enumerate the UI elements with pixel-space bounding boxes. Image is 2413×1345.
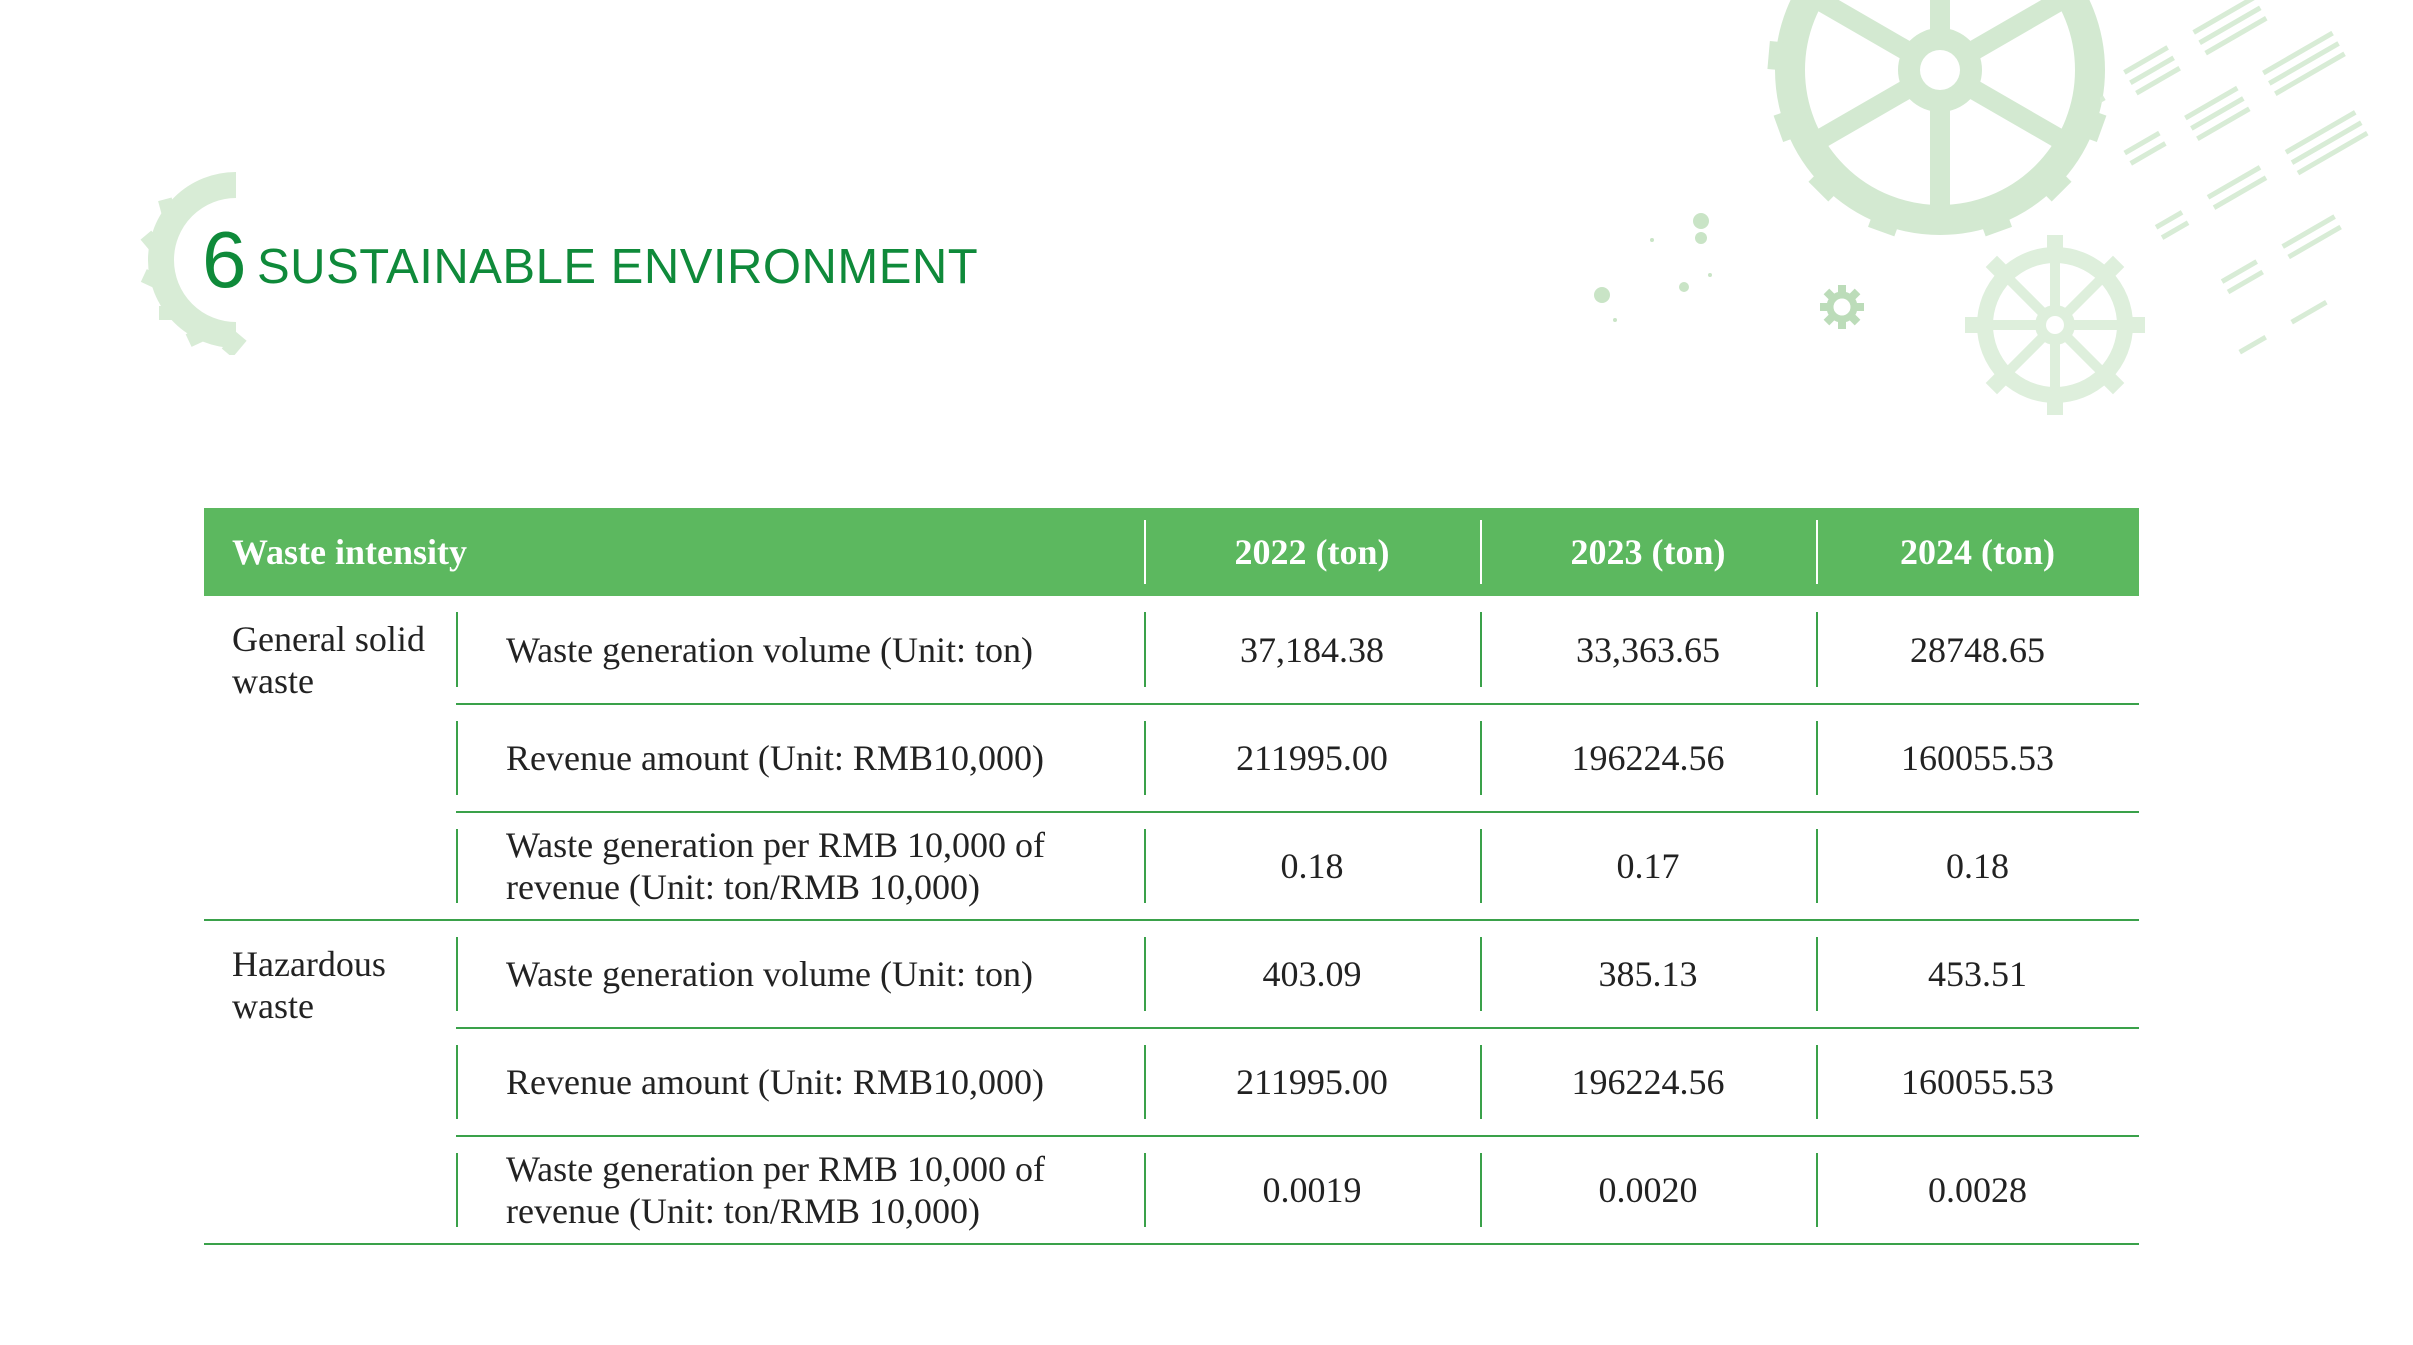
table-row bbox=[204, 812, 2139, 920]
cell-value: 33,363.65 bbox=[1480, 596, 1816, 704]
row-label: Waste generation per RMB 10,000 of revenue (Unit: ton/RMB 10,000) bbox=[456, 1136, 1144, 1244]
row-label: Waste generation volume (Unit: ton) bbox=[456, 596, 1144, 704]
cell-value: 211995.00 bbox=[1144, 704, 1480, 812]
section-header bbox=[120, 165, 1120, 355]
header-2022: 2022 (ton) bbox=[1144, 508, 1480, 596]
row-label: Waste generation volume (Unit: ton) bbox=[456, 920, 1144, 1028]
header-2024: 2024 (ton) bbox=[1816, 508, 2139, 596]
tiny-gear-icon bbox=[1820, 285, 1864, 329]
section-title: SUSTAINABLE ENVIRONMENT bbox=[257, 240, 979, 294]
header-waste-intensity: Waste intensity bbox=[232, 532, 468, 572]
cell-value: 37,184.38 bbox=[1144, 596, 1480, 704]
cell-value: 0.17 bbox=[1480, 812, 1816, 920]
stripes-decoration bbox=[2100, 0, 2413, 430]
row-label: Revenue amount (Unit: RMB10,000) bbox=[456, 704, 1144, 812]
cell-value: 403.09 bbox=[1144, 920, 1480, 1028]
cell-value: 0.18 bbox=[1144, 812, 1480, 920]
category-hazardous-waste: Hazardous waste bbox=[204, 920, 456, 1244]
cell-value: 453.51 bbox=[1816, 920, 2139, 1028]
table-row bbox=[204, 1136, 2139, 1244]
table-row bbox=[204, 596, 2139, 704]
waste-intensity-table bbox=[204, 508, 2139, 1245]
cell-value: 0.18 bbox=[1816, 812, 2139, 920]
cell-value: 160055.53 bbox=[1816, 1028, 2139, 1136]
cell-value: 0.0019 bbox=[1144, 1136, 1480, 1244]
row-label: Revenue amount (Unit: RMB10,000) bbox=[456, 1028, 1144, 1136]
cell-value: 0.0020 bbox=[1480, 1136, 1816, 1244]
dots-decoration bbox=[1580, 200, 1730, 330]
row-label: Waste generation per RMB 10,000 of revenue (Unit: ton/RMB 10,000) bbox=[456, 812, 1144, 920]
section-number: 6 bbox=[202, 215, 247, 304]
cell-value: 385.13 bbox=[1480, 920, 1816, 1028]
cell-value: 0.0028 bbox=[1816, 1136, 2139, 1244]
cell-value: 196224.56 bbox=[1480, 704, 1816, 812]
cell-value: 196224.56 bbox=[1480, 1028, 1816, 1136]
header-2023: 2023 (ton) bbox=[1480, 508, 1816, 596]
table-row bbox=[204, 920, 2139, 1028]
table-header-row bbox=[204, 508, 2139, 596]
cell-value: 28748.65 bbox=[1816, 596, 2139, 704]
table-row bbox=[204, 704, 2139, 812]
cell-value: 211995.00 bbox=[1144, 1028, 1480, 1136]
cell-value: 160055.53 bbox=[1816, 704, 2139, 812]
category-general-solid-waste: General solid waste bbox=[204, 596, 456, 920]
table-row bbox=[204, 1028, 2139, 1136]
